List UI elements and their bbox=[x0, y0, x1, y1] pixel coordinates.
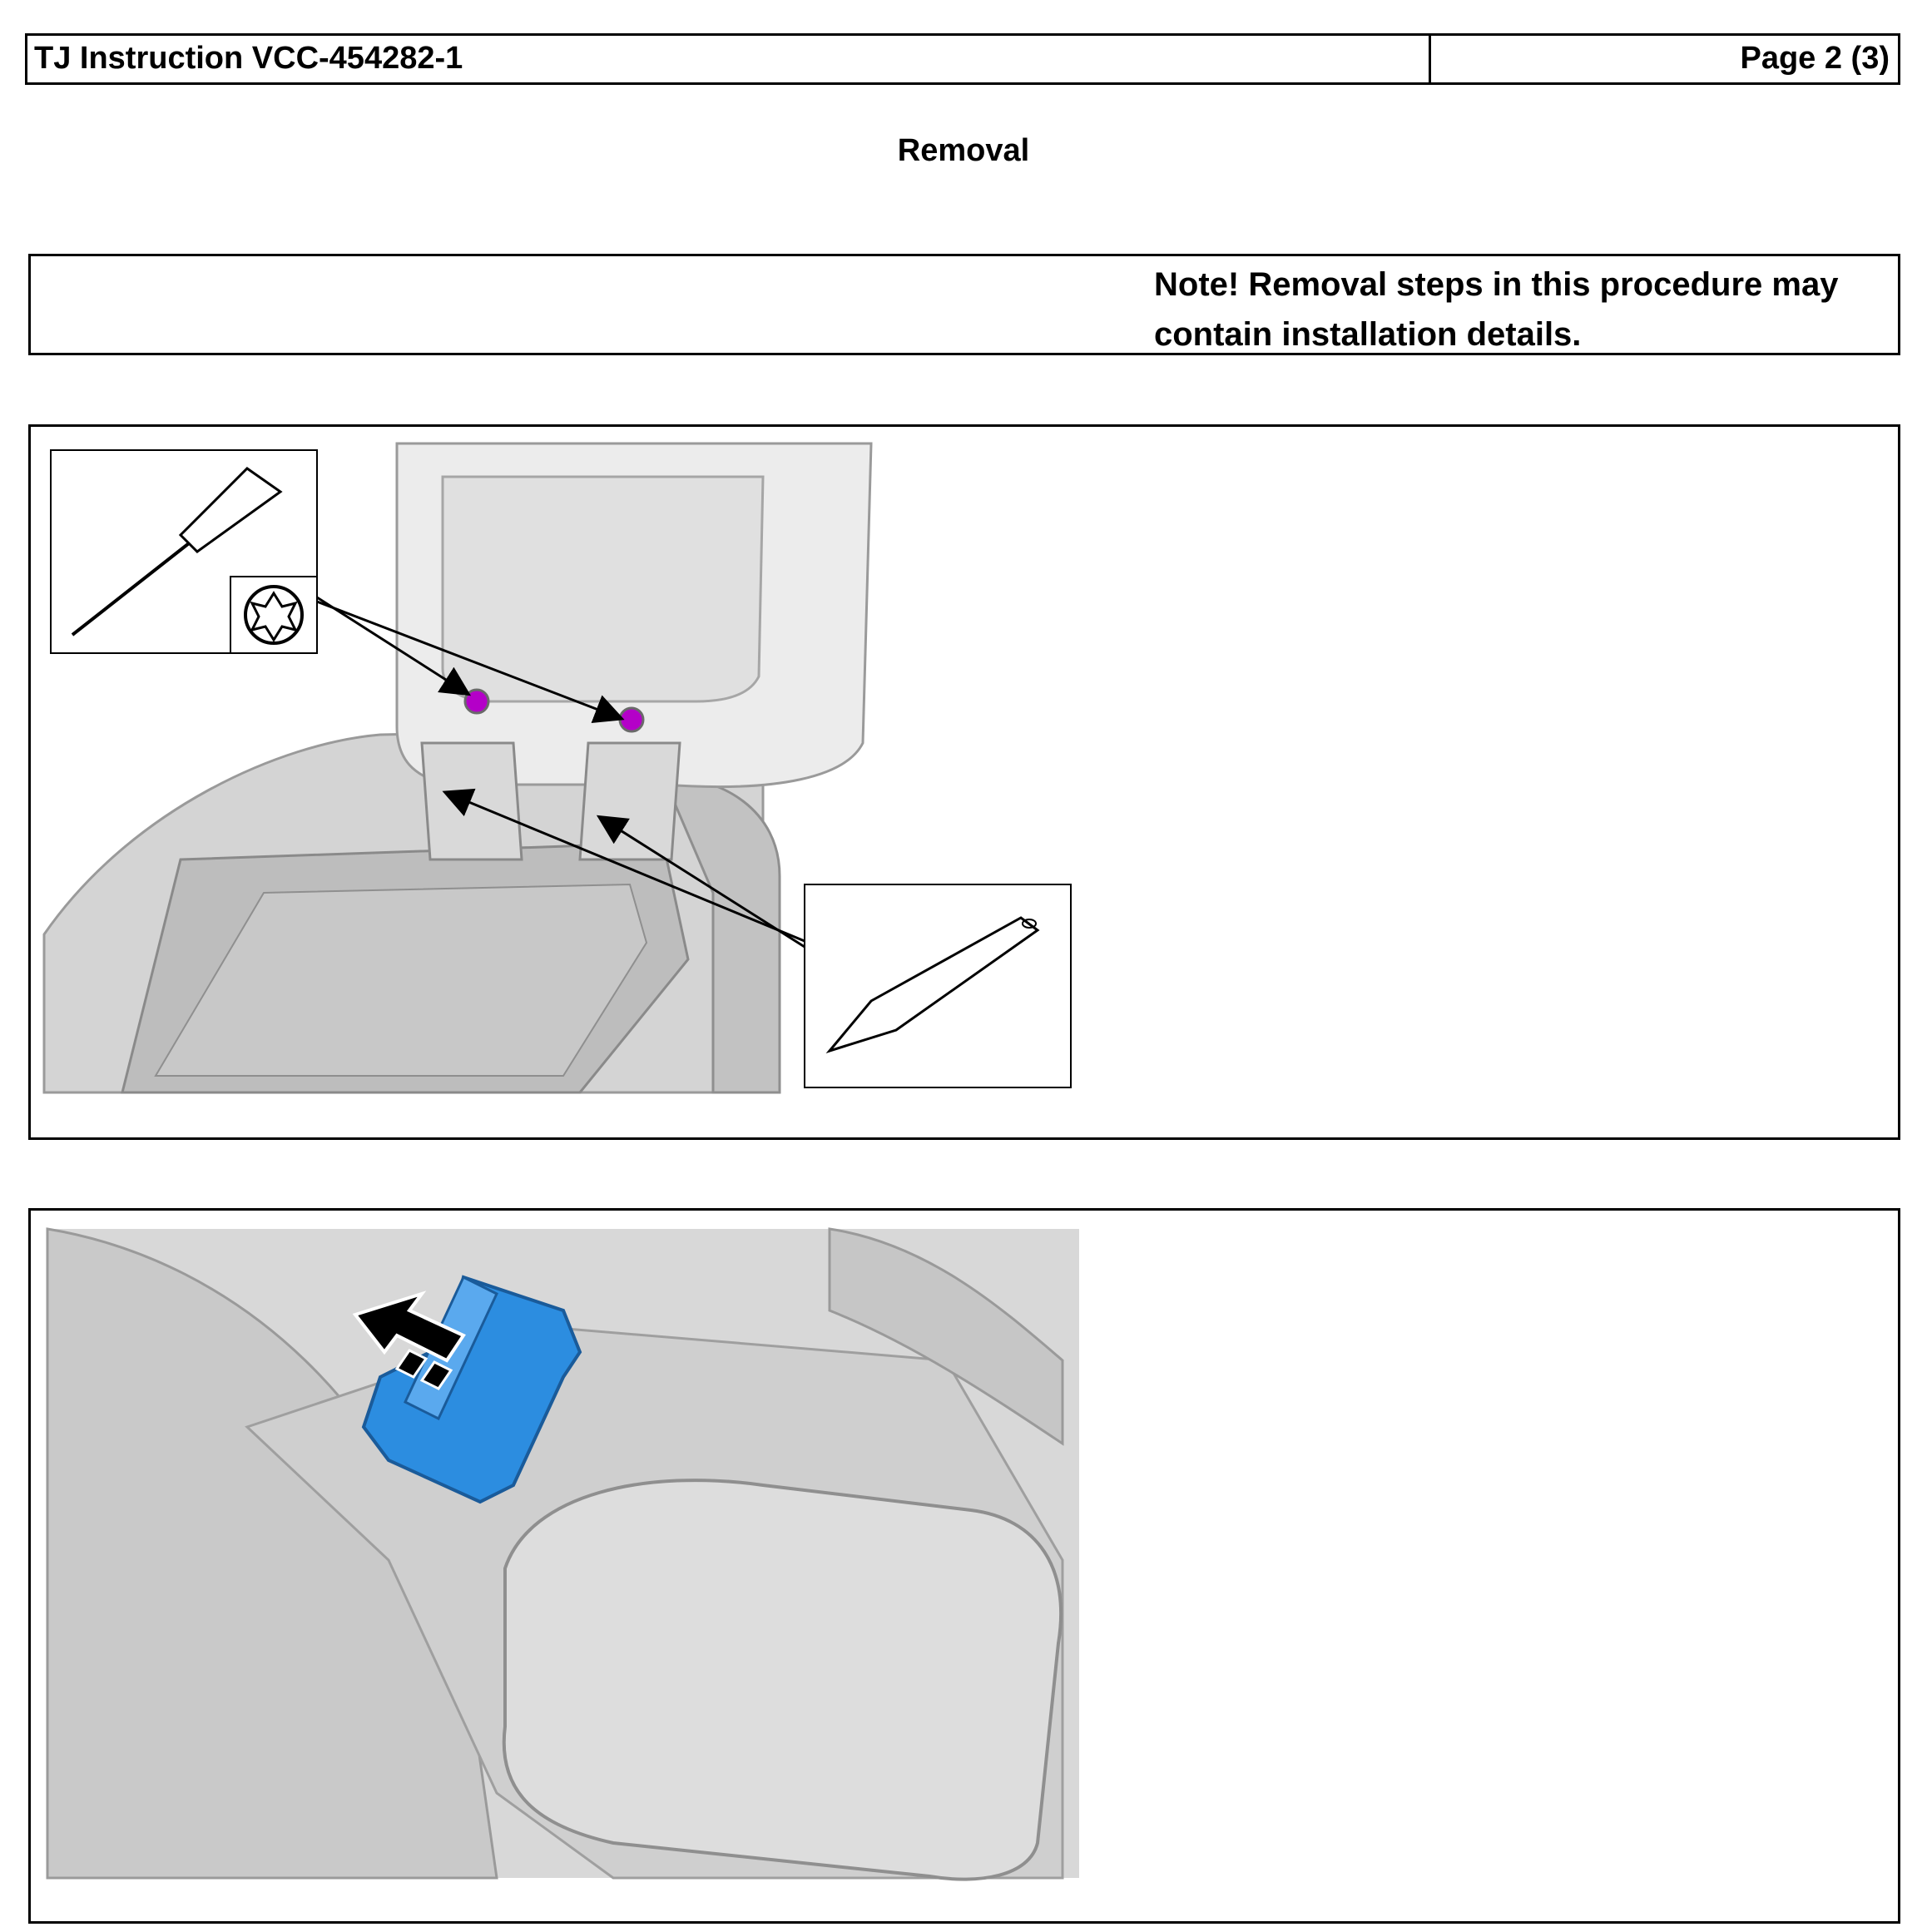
note-text: Note! Removal steps in this procedure may contain installation details. bbox=[1154, 266, 1839, 353]
document-title: TJ Instruction VCC-454282-1 bbox=[34, 41, 463, 76]
torx-bit-icon bbox=[245, 587, 302, 643]
armrest-clip-illustration bbox=[31, 1211, 1898, 1921]
document-header bbox=[25, 33, 1900, 85]
section-title: Removal bbox=[897, 133, 1030, 168]
torx-screw-right bbox=[620, 708, 643, 731]
header-divider bbox=[1429, 36, 1431, 82]
armrest-hinge-illustration bbox=[31, 427, 1898, 1137]
figure-panel-1 bbox=[28, 424, 1900, 1140]
torx-screw-left bbox=[465, 690, 488, 713]
page-number: Page 2 (3) bbox=[1740, 41, 1890, 76]
note-box bbox=[28, 254, 1900, 355]
figure-panel-2 bbox=[28, 1208, 1900, 1924]
